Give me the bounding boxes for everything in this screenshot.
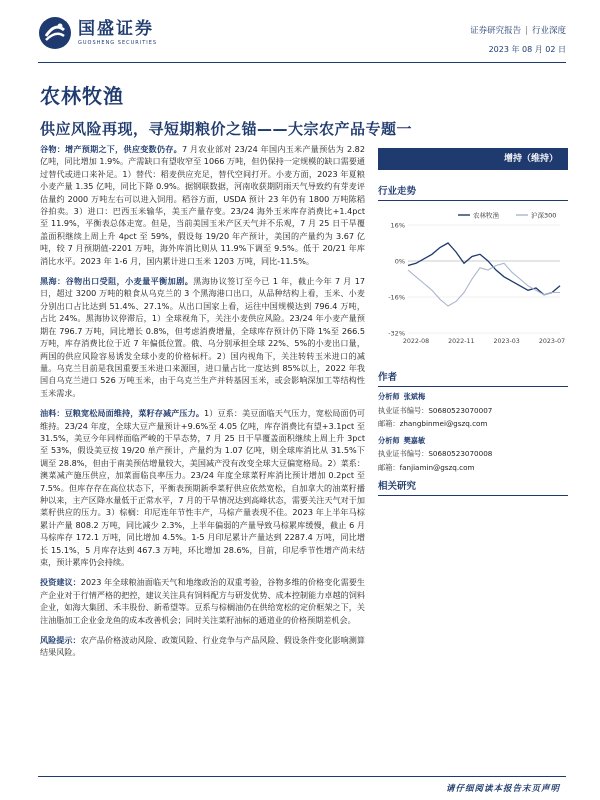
related-section-title: 相关研究 [378, 478, 568, 496]
cert-label: 执业证书编号： [378, 405, 429, 415]
paragraph-text: 2023 年全球粮油面临天气和地缘政治的双重考验，谷物多维的价格变化需要生产企业对于行情严格的把控，建议关注具有饲料配方与研发优势、成本控制能力卓越的饲料企业，如海大集团、禾丰股份、新希望等。豆系与棕榈油仍在供给宽松的定价框架之下，关注油脂加工企业金龙鱼的成本改善机会；同时关注菜籽油标的通道业的价格预期差机会。 [40, 577, 365, 625]
author-1 [378, 390, 568, 431]
paragraph-lead: 油料：豆粮宽松局面维持，菜籽存减产压力。 [40, 408, 205, 419]
paragraph-investment [40, 576, 365, 626]
series-line-2 [408, 263, 560, 306]
trend-section-title: 行业走势 [378, 183, 568, 201]
paragraph-text: 黑海协议签订至今已 1 年，截止今年 7 月 17 日，超过 3200 万吨的粮食从乌克兰的 3 个黑海港口出口，从品种结构上看，玉米、小麦分别出口占比达到 51.4%、27.1%。从出口国家上看，运往中国规模达到 796.4 万吨，占比 24%。黑海协议停滞后，1）全球视角下，关注小麦供应风险。23/24 年小麦产量预期在 796.7 万吨，同比增长 0.8%，但考虑消费增量，全球库存预计仍下降 1%至 266.5 万吨，库存消费比位于近 7 年偏低位置。俄、乌分别承担全球 22%、5%的小麦出口量，两国的供应风险容易诱发全球小麦的价格标杆。2）国内视角下，关注转转玉米进口的减量。乌克兰目前是我国重要玉米进口来源国，进口量占比一度达到 85%以上，2022 年我国自乌克兰进口 526 万吨玉米，由于乌克兰生产并转基因玉米，或会影响深加工等结构性玉米需求。 [40, 276, 365, 398]
report-body [40, 143, 365, 667]
email-label: 邮箱： [378, 462, 400, 472]
author-email[interactable]: zhangbinmei@gszq.com [399, 419, 488, 428]
report-type-separator: | [525, 26, 528, 36]
y-tick-label: -32% [388, 329, 405, 338]
footer-disclaimer: 请仔细阅读本报告末页声明 [445, 784, 560, 794]
header-divider [38, 62, 566, 63]
paragraph-text: 农产品价格波动风险、政策风险、行业竞争与产品风险、假设条件变化影响测算结果风险。 [40, 635, 365, 658]
paragraph-lead: 黑海：谷物出口受阻，小麦量平衡加剧。 [40, 276, 194, 287]
author-email[interactable]: fanjiamin@gszq.com [399, 462, 475, 472]
industry-name: 农林牧渔 [40, 84, 124, 108]
legend-label: 沪深300 [531, 211, 557, 220]
paragraph-lead: 谷物：增产预期之下，供应变数仍存。 [40, 144, 182, 154]
y-tick-label: 16% [390, 221, 405, 230]
author-name: 樊嘉敏 [403, 435, 426, 445]
cert-label: 执业证书编号： [378, 449, 429, 458]
report-type [470, 24, 566, 36]
paragraph-grains [40, 143, 365, 267]
report-type-label: 证券研究报告 [470, 26, 522, 36]
paragraph-black-sea [40, 275, 365, 399]
paragraph-lead: 投资建议： [40, 577, 81, 588]
y-tick-label: -16% [388, 293, 405, 302]
report-footer [0, 776, 600, 800]
paragraph-lead: 风险提示： [40, 635, 81, 646]
cert-number: S0680523070008 [428, 449, 493, 458]
industry-trend-chart [378, 205, 568, 355]
x-tick-label: 2022-11 [448, 338, 475, 345]
email-label: 邮箱： [378, 419, 400, 428]
report-header [0, 0, 600, 60]
paragraph-text: 1）豆系：美豆面临天气压力，宽松局面仍可维持。23/24 年度，全球大豆产量预计+9.6%至 4.05 亿吨，库存消费比有望+3.1pct 至 31.5%，美豆今年同样面临严峻的干旱态势，7 月 25 日干旱覆盖面积继续上周上升 3pct 至 53%，假设美豆按 19/20 单产预计，产量约为 1.07 亿吨，则全球库消比从 31.5%下调至 28.8%，但由于南美预估增量较大，美国减产没有改变全球大豆偏宽格局。2）菜系：澳菜减产施压供应，加菜面临良率压力。23/24 年度全球菜籽库消比预计增加 0.2pct 至 7.5%。但库存存在高位状态下，平衡表预期新季菜籽供应依然宽松，自加拿大的油菜籽播种以来，主产区降水量低于正常水平，7 月的干旱情况达到高峰状态，需要关注天气对于加菜籽供应的压力。3）棕榈：印尼连年节性丰产，马棕产量表现不佳。2023 年上半年马棕累计产量 808.2 万吨，同比减少 2.3%，上半年偏弱的产量导致马棕累库缓慢，截止 6 月马棕库存 172.1 万吨，同比增加 4.5%。1-5 月印尼累计产量达到 2287.4 万吨，同比增长 15.1%，5 月库存达到 467.3 万吨，环比增加 28.6%，目前，印尼季节性增产尚未结束，预计累库仍会持续。 [40, 408, 365, 567]
rating-badge: 增持（维持） [378, 148, 568, 170]
x-tick-label: 2023-07 [538, 338, 566, 345]
trend-chart-svg [378, 205, 568, 355]
logo-cn-text: 国盛证券 [78, 19, 154, 39]
author-role: 分析师 [378, 392, 400, 401]
report-date: 2023 年 08 月 02 日 [488, 45, 566, 54]
author-2 [378, 434, 568, 475]
sidebar [378, 148, 568, 496]
company-logo [38, 16, 157, 50]
author-section-title: 作者 [378, 369, 568, 387]
logo-en-text: GUOSHENG SECURITIES [78, 40, 158, 46]
legend-label: 农林牧渔 [473, 211, 499, 220]
report-depth-label: 行业深度 [531, 26, 566, 36]
y-tick-label: 0% [394, 257, 405, 266]
footer-divider [38, 776, 566, 777]
author-name: 张斌梅 [403, 392, 426, 401]
report-title: 供应风险再现，寻短期粮价之锚——大宗农产品专题一 [40, 120, 413, 138]
guosheng-logo-icon [38, 16, 72, 50]
x-tick-label: 2022-08 [402, 338, 430, 345]
cert-number: S0680523070007 [428, 405, 493, 415]
author-role: 分析师 [378, 435, 400, 445]
paragraph-text: 7 月农业部对 23/24 年国内玉米产量预估为 2.82 亿吨，同比增加 1.9%。产需缺口有望收窄至 1066 万吨，但仍保持一定规模的缺口需要通过替代或进口来补足。1）替代：稻麦供应充足，替代空间打开。小麦方面，2023 年夏粮小麦产量 1.35 亿吨，同比下降 0.9%。据钢联数据，河南收获期阴雨天气导致约有芽麦评估量约 2000 万吨左右可以进入饲用。稻谷方面，USDA 预计 23 年仍有 1800 万吨陈稻谷拍卖。3）进口：巴西玉米输华，美玉产量存变。23/24 海外玉米库存消费比+1.4pct 至 11.9%，平衡表总体走宽。但是，当前美国玉米产区天气并不乐观，7 月 25 日干旱覆盖面积继续上周上升 4pct 至 59%，假设每 19/20 年产预计，美国的产量约为 3.67 亿吨，较 7 月预期值-2201 万吨，海外库消比则从 11.9%下调至 9.5%。低于 20/21 年库消比水平。2023 年 1-6 月，国内累计进口玉米 1203 万吨，同比-11.5%。 [40, 144, 365, 266]
x-tick-label: 2023-03 [493, 338, 520, 345]
paragraph-oilseeds [40, 407, 365, 568]
paragraph-risk [40, 634, 365, 659]
